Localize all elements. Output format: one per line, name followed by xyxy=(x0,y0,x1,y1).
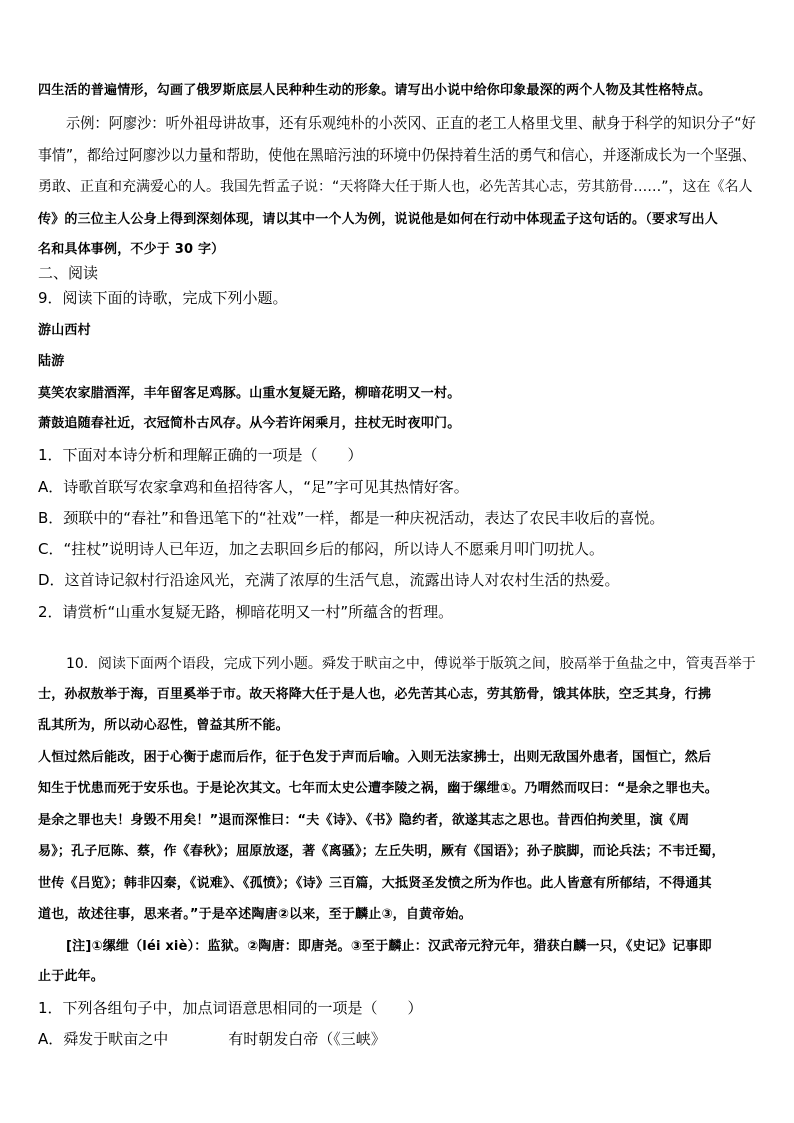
poem-line: 萧鼓追随春社近，衣冠简朴古风存。从今若许闲乘月，拄杖无时夜叩门。 xyxy=(38,416,461,431)
text-line: 示例：阿廖沙：听外祖母讲故事，还有乐观纯朴的小茨冈、正直的老工人格里戈里、献身于科学的知识分子“好 xyxy=(66,114,756,132)
question-prompt: 10．阅读下面两个语段，完成下列小题。舜发于畎亩之中，傅说举于版筑之间，胶鬲举于鱼盐之中，管夷吾举于 xyxy=(66,656,756,672)
text-line: 勇敢、正直和充满爱心的人。我国先哲孟子说：“天将降大任于斯人也，必先苦其心志，劳其筋骨……”，这在《名人 xyxy=(38,179,753,195)
text-line: 道也，故述往事，思来者。”于是卒述陶唐②以来，至于麟止③，自黄帝始。 xyxy=(38,907,472,922)
option-b: B．颈联中的“春社”和鲁迅笔下的“社戏”一样，都是一种庆祝活动，表达了农民丰收后的喜悦。 xyxy=(38,509,665,527)
text-line: 士，孙叔敖举于海，百里奚举于市。故天将降大任于是人也，必先苦其心志，劳其筋骨，饿其体肤，空乏其身，行拂 xyxy=(38,687,712,702)
text-line: 四生活的普遍情形，勾画了俄罗斯底层人民种种生动的形象。请写出小说中给你印象最深的两个人物及其性格特点。 xyxy=(38,83,712,98)
option-a: A．诗歌首联写农家拿鸡和鱼招待客人，“足”字可见其热情好客。 xyxy=(38,478,469,496)
text-line: 乱其所为，所以动心忍性，曾益其所不能。 xyxy=(38,718,289,733)
text-line: 传》的三位主人公身上得到深刻体现，请以其中一个人为例，说说他是如何在行动中体现孟子这句话的。（要求写出人 xyxy=(38,212,718,227)
question-stem: 2．请赏析“山重水复疑无路，柳暗花明又一村”所蕴含的哲理。 xyxy=(38,603,454,621)
text-line: 世传《吕览》；韩非囚秦，《说难》、《孤愤》；《诗》三百篇，大抵贤圣发愤之所为作也。此人皆意有所郁结，不得通其 xyxy=(38,876,712,891)
text-line: 事情”，都给过阿廖沙以力量和帮助，使他在黑暗污浊的环境中仍保持着生活的勇气和信心，并逐渐成长为一个坚强、 xyxy=(38,146,756,164)
text-line: 易》；孔子厄陈、蔡，作《春秋》；屈原放逐，著《离骚》；左丘失明，厥有《国语》；孙子膑脚，而论兵法；不韦迁蜀， xyxy=(38,844,725,859)
text-line: 人恒过然后能改，困于心衡于虑而后作，征于色发于声而后喻。入则无法家拂士，出则无敌国外患者，国恒亡，然后 xyxy=(38,750,712,765)
option-d: D．这首诗记叙村行沿途风光，充满了浓厚的生活气息，流露出诗人对农村生活的热爱。 xyxy=(38,571,620,589)
annotation-note: [注]①缧绁（léi xiè）：监狱。②陶唐：即唐尧。③至于麟止：汉武帝元狩元年，猎获白麟一只，《史记》记事即 xyxy=(66,939,712,954)
option-c: C．“拄杖”说明诗人已年迈，加之去职回乡后的郁闷，所以诗人不愿乘月叩门叨扰人。 xyxy=(38,540,605,558)
option-a: A．舜发于畎亩之中 有时朝发白帝（《三峡》 xyxy=(38,1030,386,1048)
question-stem: 1．下面对本诗分析和理解正确的一项是（ ） xyxy=(38,446,363,464)
question-stem: 1．下列各组句子中，加点词语意思相同的一项是（ ） xyxy=(38,999,423,1017)
annotation-note: 止于此年。 xyxy=(38,969,105,984)
poem-line: 莫笑农家腊酒浑，丰年留客足鸡豚。山重水复疑无路，柳暗花明又一村。 xyxy=(38,386,461,401)
text-line: 知生于忧患而死于安乐也。于是论次其文。七年而太史公遭李陵之祸，幽于缧绁①。乃喟然而叹曰：“是余之罪也夫。 xyxy=(38,781,718,796)
text-line: 是余之罪也夫！身毁不用矣！”退而深惟曰：“夫《诗》、《书》隐约者，欲遂其志之思也。昔西伯拘羑里，演《周 xyxy=(38,813,690,828)
poem-author: 陆游 xyxy=(38,354,65,369)
text-line: 名和具体事例，不少于 30 字） xyxy=(38,242,225,257)
poem-title: 游山西村 xyxy=(38,323,91,338)
question-prompt: 9．阅读下面的诗歌，完成下列小题。 xyxy=(38,289,288,307)
section-heading: 二、阅读 xyxy=(38,264,99,282)
